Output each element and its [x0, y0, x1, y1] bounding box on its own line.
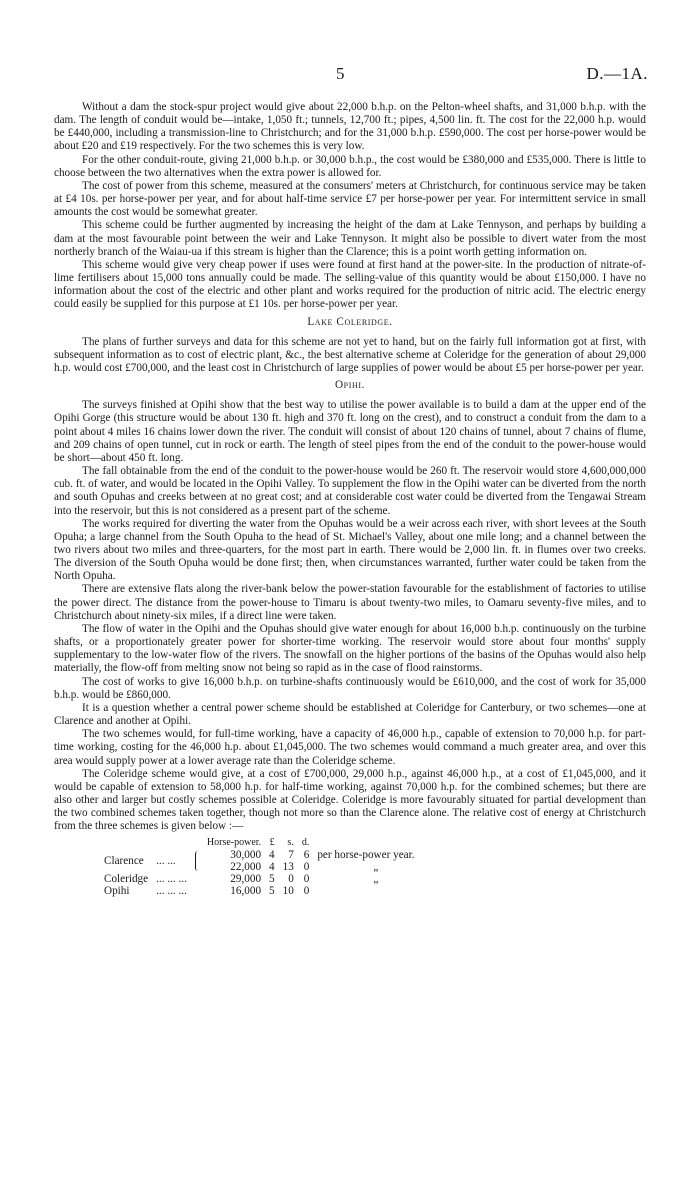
- leader-dots: ... ... ...: [156, 873, 187, 886]
- document-body: [54, 101, 646, 897]
- table-row: [100, 849, 419, 861]
- horse-power-value: 16,000: [230, 885, 262, 898]
- table-header-row: [100, 837, 419, 849]
- paragraph: The works required for diverting the water from the Opuhas would be a weir across each river, with short levees at the South Opuha; a large channel from the South Opuha to the head of St. Michael's Valley, about one mile long; and a channel between the two rivers about two miles and three-quarters, for the most part in earth. There would be 2,000 lin. ft. in flumes over two creeks. The diversion of the South Opuha would be done first; then, when circumstances warranted, further water could be taken from the North Opuha.: [54, 517, 646, 583]
- section-clarence-text: [54, 101, 646, 312]
- horse-power-value: 22,000: [230, 861, 262, 874]
- shillings-value: 13: [282, 861, 294, 874]
- shillings-value: 10: [282, 885, 294, 898]
- header-pounds: £: [269, 837, 275, 849]
- ditto-mark: „: [373, 861, 379, 874]
- pounds-value: 5: [269, 885, 275, 898]
- unit-note: per horse-power year.: [317, 849, 415, 862]
- scheme-name: Clarence: [104, 855, 144, 868]
- pence-value: 6: [303, 849, 310, 862]
- table-row: [100, 885, 419, 897]
- paragraph: The flow of water in the Opihi and the Opuhas should give water enough for about 16,000 b.h.p. continuously on the turbine shafts, or a proportionately greater power for shorter-time working. The reservoir would store about four months' supply supplementary to the low-water flow of the rivers. The snowfall on the higher portions of the basins of the Opuhas would also help materially, the flow-off from melting snow not being so rapid as in the case of flood rainstorms.: [54, 622, 646, 675]
- leader-dots: ... ... ...: [156, 885, 187, 898]
- paragraph: The fall obtainable from the end of the conduit to the power-house would be 260 ft. The reservoir would store 4,600,000,000 cub. ft. of water, and would be located in the Opihi Valley. To supplement the flow in the Opihi water can be diverted from the north and south Opuhas and creeks between at no great cost; and at considerable cost water could be diverted from the Tengawai Stream into the reservoir, but this is not considered as a present part of the scheme.: [54, 465, 646, 517]
- pence-value: 0: [303, 861, 310, 874]
- scheme-name: Coleridge: [104, 873, 149, 886]
- pounds-value: 4: [269, 861, 275, 874]
- paragraph: The cost of works to give 16,000 b.h.p. on turbine-shafts continuously would be £610,000, and the cost of work for 35,000 b.h.p. would be £860,000.: [54, 675, 646, 701]
- cost-comparison-table: [100, 837, 419, 897]
- brace-icon: [195, 851, 199, 871]
- paragraph: The cost of power from this scheme, measured at the consumers' meters at Christchurch, for continuous service may be taken at £4 10s. per horse-power per year, and for about half-time service £7 per horse-power per year. For intermittent service in small amounts the cost would be somewhat greater.: [54, 179, 646, 219]
- paragraph: The two schemes would, for full-time working, have a capacity of 46,000 h.p., capable of extension to 70,000 h.p. for part-time working, costing for the 46,000 h.p. about £1,045,000. The two schemes would command a much greater area, and over this area would supply power at a lower average rate than the Coleridge scheme.: [54, 728, 646, 767]
- paragraph: It is a question whether a central power scheme should be established at Coleridge for Canterbury, or two schemes—one at Clarence and another at Opihi.: [54, 701, 646, 728]
- scheme-name: Opihi: [104, 885, 130, 898]
- pence-value: 0: [303, 885, 310, 898]
- heading-opihi: Opihi.: [334, 379, 366, 392]
- ditto-mark: „: [373, 873, 379, 886]
- heading-lake-coleridge: Lake Coleridge.: [307, 315, 393, 328]
- header-pence: d.: [301, 837, 310, 849]
- paragraph: For the other conduit-route, giving 21,000 b.h.p. or 30,000 b.h.p., the cost would be £380,000 and £535,000. There is little to choose between the two alternatives when the extra power is allowed for.: [54, 153, 646, 179]
- pounds-value: 4: [269, 849, 275, 862]
- document-code: D.—1A.: [586, 64, 648, 83]
- leader-dots: ... ...: [156, 855, 176, 868]
- horse-power-value: 30,000: [230, 849, 262, 862]
- shillings-value: 0: [288, 873, 294, 886]
- pence-value: 0: [303, 873, 310, 886]
- pounds-value: 5: [269, 873, 275, 886]
- table-row: [100, 873, 419, 885]
- paragraph: The Coleridge scheme would give, at a cost of £700,000, 29,000 h.p., against 46,000 h.p., at a cost of £1,045,000, and it would be capable of extension to 58,000 h.p. for half-time working, against 70,000 h.p. for the combined schemes; but there are also other and larger but costly schemes possible at Coleridge. Coleridge is more favourably situated for partial development than the two combined schemes taken together, though not more so than the Clarence alone. The relative cost of energy at Christchurch from the three schemes is given below :—: [54, 767, 646, 833]
- header-shillings: s.: [287, 837, 294, 849]
- paragraph: There are extensive flats along the river-bank below the power-station favourable for the establishment of factories to utilise the power direct. The distance from the power-house to Timaru is about twenty-two miles, to Oamaru seventy-five miles, and to Christchurch about ninety-six miles, if a direct line were taken.: [54, 583, 646, 622]
- horse-power-value: 29,000: [230, 873, 262, 886]
- paragraph: This scheme could be further augmented by increasing the height of the dam at Lake Tennyson, and perhaps by building a dam at the most favourable point between the weir and Lake Tennyson. It might also be possible to divert water from the most northerly branch of the Waiau-ua if this stream is higher than the Clarence; this is a point worth getting information on.: [54, 219, 646, 258]
- shillings-value: 7: [288, 849, 294, 862]
- paragraph: The plans of further surveys and data for this scheme are not yet to hand, but on the fairly full information got at first, with subsequent information as to cost of electric plant, &c., the best alternative scheme at Coleridge for the generation of about 29,000 h.p. would cost £700,000, and the least cost in Christchurch of large supplies of power would be about £5 per horse-power per year.: [54, 335, 646, 374]
- paragraph: The surveys finished at Opihi show that the best way to utilise the power available is to build a dam at the upper end of the Opihi Gorge (this structure would be about 130 ft. high and 370 ft. long on the crest), and to construct a conduit from the dam to a point about 4 miles 16 chains lower down the river. The conduit will consist of about 120 chains of tunnel, about 7 chains of flume, and 209 chains of open tunnel, cut in rock or earth. The length of steel pipes from the end of the conduit to the power-house would be short—about 450 ft. long.: [54, 399, 646, 464]
- paragraph: Without a dam the stock-spur project would give about 22,000 b.h.p. on the Pelton-wheel shafts, and 31,000 b.h.p. with the dam. The length of conduit would be—intake, 1,050 ft.; tunnels, 12,700 ft.; pipes, 4,500 lin. ft. The cost for the 22,000 h.p. would be £440,000, including a transmission-line to Christchurch; and for the 31,000 b.h.p. £590,000. The cost per horse-power would be about £20 and £19 respectively. For the two schemes this is very low.: [54, 101, 646, 153]
- page-number: 5: [336, 64, 345, 83]
- paragraph: This scheme would give very cheap power if uses were found at first hand at the power-site. In the production of nitrate-of-lime fertilisers about 15,000 tons annually could be made. The selling-value of this quantity would be about £150,000. I have no information about the cost of the electric and other plant and works required for the production of nitric acid. The electric energy could easily be supplied for this purpose at £1 10s. per horse-power per year.: [54, 258, 646, 311]
- header-horse-power: Horse-power.: [206, 837, 262, 849]
